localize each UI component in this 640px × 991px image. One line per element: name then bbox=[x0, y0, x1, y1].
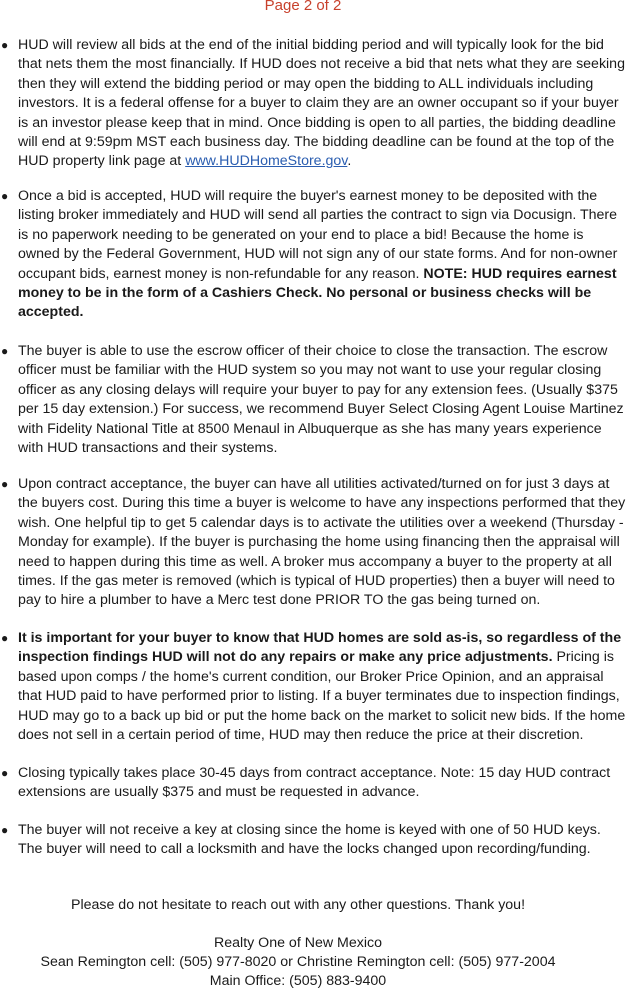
text-line-bold: money to be in the form of a Cashiers Check. No personal or business checks will be bbox=[18, 285, 592, 302]
text-line: the buyers cost. During this time a buyer is welcome to have any inspections performed that they bbox=[18, 495, 626, 512]
list-item-text bbox=[18, 764, 640, 803]
text-line: is an investor please keep that in mind. Once bidding is open to all parties, the bidding deadline bbox=[18, 114, 616, 131]
text-line: pay to hire a plumber to have a Merc test done PRIOR TO the gas being turned on. bbox=[18, 592, 541, 609]
bullet-icon: ● bbox=[1, 823, 9, 837]
list-item-text bbox=[18, 475, 640, 611]
text-segment: occupant bids, earnest money is non-refundable for any reason. bbox=[18, 265, 424, 282]
text-segment-bold: inspection findings HUD will not do any repairs or make any price adjustments. bbox=[18, 649, 553, 666]
text-line: with Fidelity National Title at 8500 Menaul in Albuquerque as she has many years experience bbox=[18, 420, 602, 437]
text-line: that nets them the most financially. If HUD does not receive a bid that nets what they are seeking bbox=[18, 56, 625, 73]
bullet-icon: ● bbox=[1, 766, 9, 780]
text-line: then they will extend the bidding period or may open the bidding to ALL individuals including bbox=[18, 75, 594, 92]
signature-main-office: Main Office: (505) 883-9400 bbox=[209, 973, 387, 989]
hud-homestore-link[interactable]: www.HUDHomeStore.gov bbox=[185, 153, 348, 170]
text-line: Closing typically takes place 30-45 days from contract acceptance. Note: 15 day HUD contract bbox=[18, 765, 611, 781]
text-line: need to happen during this time as well. A broker mus accompany a buyer to the property at all bbox=[18, 553, 612, 570]
list-item-text bbox=[18, 629, 640, 745]
text-line: Upon contract acceptance, the buyer can have all utilities activated/turned on for just 3 days at bbox=[18, 476, 610, 492]
text-line: listing broker immediately and HUD will send all parties the contract to sign via Docusign. There bbox=[18, 207, 618, 224]
text-line bbox=[18, 265, 640, 284]
list-item-text bbox=[18, 36, 640, 172]
text-line: The buyer will need to call a locksmith and have the locks changed upon recording/funding. bbox=[18, 841, 591, 858]
text-line: Monday for example). If the buyer is purchasing the home using financing then the appraisal will bbox=[18, 534, 620, 551]
text-line: extensions are usually $375 and must be requested in advance. bbox=[18, 784, 420, 801]
bullet-icon: ● bbox=[1, 344, 9, 358]
text-line-bold: accepted. bbox=[18, 304, 84, 321]
text-line: officer as any closing delays will require your buyer to pay for any extension fees. (Usually $375 bbox=[18, 381, 618, 398]
list-item-text bbox=[18, 342, 640, 458]
text-line: officer must be familiar with the HUD system so you may not want to use your regular closing bbox=[18, 362, 602, 379]
bullet-icon: ● bbox=[1, 38, 9, 52]
signature-contacts: Sean Remington cell: (505) 977-8020 or Christine Remington cell: (505) 977-2004 bbox=[40, 954, 556, 970]
text-line: is no paperwork needing to be generated on your end to place a bid! Because the home is bbox=[18, 226, 584, 243]
text-line-bold: It is important for your buyer to know that HUD homes are sold as-is, so regardless of the bbox=[18, 630, 622, 646]
text-line: will end at 9:59pm MST each business day. The bidding deadline can be found at the top of the bbox=[18, 134, 615, 151]
text-line: with HUD transactions and their systems. bbox=[18, 440, 278, 457]
closing-message: Please do not hesitate to reach out with any other questions. Thank you! bbox=[70, 897, 526, 913]
text-line bbox=[18, 648, 640, 667]
text-line: times. If the gas meter is removed (which is typical of HUD properties) then a buyer will need to bbox=[18, 573, 615, 590]
text-line: The buyer will not receive a key at closing since the home is keyed with one of 50 HUD keys. bbox=[18, 822, 601, 838]
text-line: that HUD paid to have performed prior to listing. If a buyer terminates due to inspection findings, bbox=[18, 688, 620, 705]
note-bold: NOTE: HUD requires earnest bbox=[423, 265, 617, 282]
text-line: owned by the Federal Government, HUD will not sign any of our state forms. And for non-owner bbox=[18, 246, 618, 263]
text-line: investors. It is a federal offense for a buyer to claim they are an owner occupant so if your buyer bbox=[18, 95, 619, 112]
text-line: wish. One helpful tip to get 5 calendar days is to activate the utilities over a weekend (Thursday - bbox=[18, 514, 624, 531]
signature-company: Realty One of New Mexico bbox=[214, 935, 382, 951]
bullet-icon: ● bbox=[1, 189, 9, 203]
text-line: per 15 day extension.) For success, we recommend Buyer Select Closing Agent Louise Martinez bbox=[18, 401, 624, 418]
text-line: HUD may go to a back up bid or put the home back on the market to solicit new bids. If the home bbox=[18, 707, 626, 724]
list-item-text bbox=[18, 821, 640, 860]
text-line: does not sell in a certain period of time, HUD may then reduce the price at their discretion. bbox=[18, 727, 584, 744]
text-segment: . bbox=[347, 153, 352, 170]
text-line: HUD will review all bids at the end of the initial bidding period and will typically look for the bid bbox=[18, 37, 604, 53]
text-segment: HUD property link page at bbox=[18, 153, 186, 170]
text-segment: Pricing is bbox=[552, 649, 615, 666]
text-line bbox=[18, 152, 640, 171]
text-line: based upon comps / the home's current condition, our Broker Price Opinion, and an appraisal bbox=[18, 668, 604, 685]
text-line: The buyer is able to use the escrow officer of their choice to close the transaction. The escrow bbox=[18, 343, 608, 359]
bullet-icon: ● bbox=[1, 631, 9, 645]
bullet-icon: ● bbox=[1, 477, 9, 491]
list-item-text bbox=[18, 187, 640, 323]
page-indicator: Page 2 of 2 bbox=[264, 0, 342, 14]
text-line: Once a bid is accepted, HUD will require the buyer's earnest money to be deposited with the bbox=[18, 188, 598, 204]
